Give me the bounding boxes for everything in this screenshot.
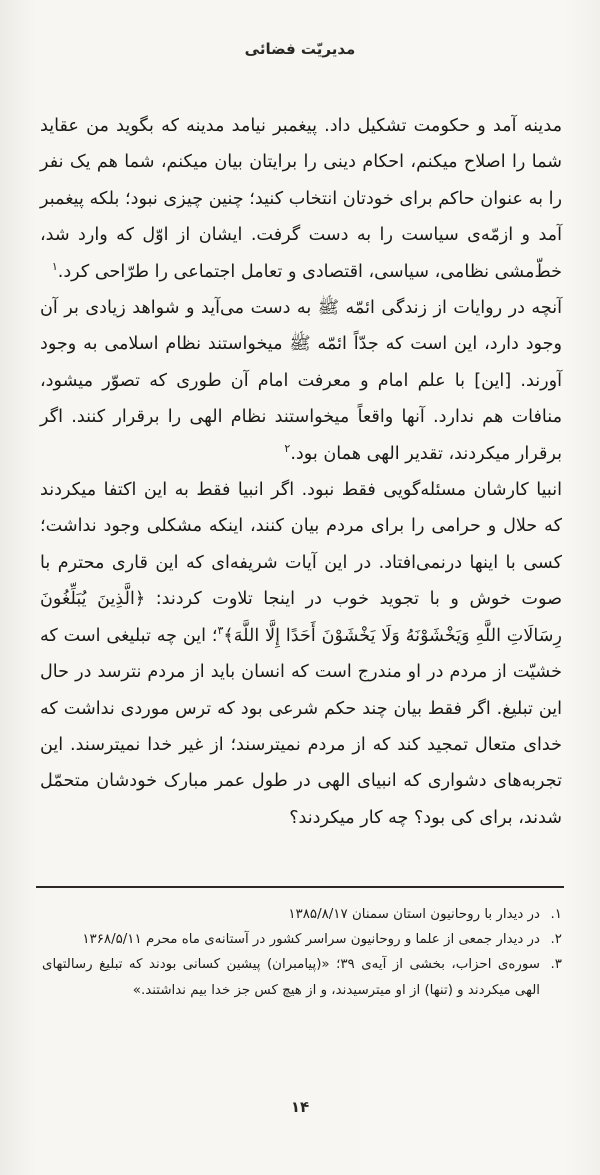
paragraph-text: ؛ این چه تبلیغی است که خشیّت از مردم در او مندرج است که انسان باید از مردم نترسد در حال این تبلیغ. اگر فقط بیان چند حکم شرعی بود که ترس موردی نداشت که خدای متعال تمجید کند که از مردم نمیترسند؛ از غیر خدا نمیترسند. این تجربه‌های دشواری که انبیای الهی در طول عمر مبارک خودشان متحمّل شدند، برای کی بود؟ چه کار میکردند؟ bbox=[40, 625, 562, 828]
footnotes bbox=[42, 902, 562, 1003]
paragraph-text: مدینه آمد و حکومت تشکیل داد. پیغمبر نیامد مدینه که بگوید من عقاید شما را اصلاح میکنم، احکام دینی را برایتان بیان میکنم، شما هم یک نفر را به عنوان حاکم برای خودتان انتخاب کنید؛ چنین چیزی نبود؛ بلکه پیغمبر آمد و ازمّه‌ی سیاست را به دست گرفت. ایشان از اوّل که وارد شد، خطّ‌مشی نظامی، سیاسی، اقتصادی و تعامل اجتماعی را طرّاحی کرد. bbox=[40, 116, 562, 282]
footnote-number: ۲. bbox=[550, 932, 562, 948]
footnote-divider bbox=[36, 886, 564, 888]
footnote-ref: ۳ bbox=[217, 623, 224, 637]
footnote-number: ۱. bbox=[550, 907, 562, 922]
main-text bbox=[40, 108, 562, 836]
footnote-number: ۳. bbox=[550, 957, 562, 973]
footnote-text: در دیدار با روحانیون استان سمنان ۱۳۸۵/۸/۱۷ bbox=[288, 907, 540, 922]
paragraph-1 bbox=[40, 108, 562, 290]
footnote-text: سوره‌ی احزاب، بخشی از آیه‌ی ۳۹؛ «(پیامبران) پیشین کسانی بودند که تبلیغ رسالتهای الهی میکردند و (تنها) از او میترسیدند، و از هیچ کس جز خدا بیم نداشتند.» bbox=[42, 957, 540, 998]
footnote-ref: ۲ bbox=[284, 441, 291, 455]
paragraph-2 bbox=[40, 290, 562, 472]
footnote-ref: ۱ bbox=[51, 259, 58, 273]
footnote-text: در دیدار جمعی از علما و روحانیون سراسر کشور در آستانه‌ی ماه محرم ۱۳۶۸/۵/۱۱ bbox=[82, 932, 540, 948]
footnote-2 bbox=[42, 927, 562, 952]
footnote-3 bbox=[42, 952, 562, 1002]
page-number: ۱۴ bbox=[290, 1098, 310, 1116]
paragraph-text: آنچه در روایات از زندگی ائمّه ﷺ به دست می‌آید و شواهد زیادی بر آن وجود دارد، این است که جدّاً ائمّه ﷺ میخواستند نظام اسلامی به وجود آورند. [این] با علم امام و معرفت امام آن طوری که تصوّر میشود، منافات هم ندارد. آنها واقعاً میخواستند نظام الهی را برقرار کنند. اگر برقرار میکردند، تقدیر الهی همان بود. bbox=[40, 298, 562, 464]
paragraph-text: انبیا کارشان مسئله‌گویی فقط نبود. اگر انبیا فقط به این اکتفا میکردند که حلال و حرامی را برای مردم بیان کنند، اینکه مشکلی وجود نداشت؛ کسی با اینها درنمی‌افتاد. در این آیات شریفه‌ای که این قاری محترم با صوت خوش و با تجوید خوب در اینجا تلاوت کردند: bbox=[40, 480, 563, 610]
footnote-1 bbox=[42, 902, 562, 927]
quran-verse: ﴿الَّذِينَ يُبَلِّغُونَ رِسَالَاتِ اللَّهِ وَيَخْشَوْنَهُ وَلَا يَخْشَوْنَ أَحَدًا إِلَّا اللَّهَ﴾ bbox=[40, 589, 562, 646]
paragraph-3 bbox=[40, 472, 562, 836]
running-title: مدیریّت فضائی bbox=[244, 40, 356, 58]
